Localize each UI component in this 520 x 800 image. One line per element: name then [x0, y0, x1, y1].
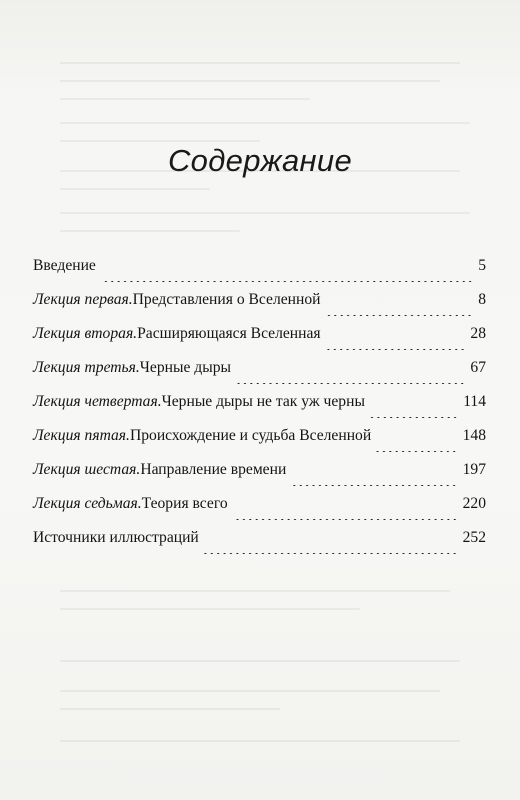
toc-entry-title: Направление времени: [140, 461, 287, 478]
bleed-through-line: [60, 80, 440, 82]
toc-entry[interactable]: [33, 257, 486, 291]
dot-leader: [236, 383, 465, 384]
dot-leader: [370, 417, 458, 418]
toc-entry-lecture-label: Лекция шестая.: [33, 461, 141, 478]
toc-entry-title: Представления о Вселенной: [132, 291, 321, 308]
toc-entry-title: Теория всего: [141, 495, 228, 512]
toc-entry-page-number: 114: [463, 393, 486, 410]
toc-entry[interactable]: [33, 325, 486, 359]
bleed-through-line: [60, 660, 460, 662]
dot-leader: [233, 519, 458, 520]
bleed-through-line: [60, 608, 360, 610]
dot-leader: [291, 485, 457, 486]
bleed-through-line: [60, 690, 440, 692]
toc-entry-page-number: 148: [462, 427, 486, 444]
dot-leader: [204, 553, 458, 554]
toc-entry-title: Происхождение и судьба Вселенной: [129, 427, 372, 444]
toc-entry[interactable]: [33, 359, 486, 393]
bleed-through-line: [60, 212, 470, 214]
toc-entry-lecture-label: Лекция четвертая.: [33, 393, 162, 410]
toc-entry-page-number: 28: [470, 325, 486, 342]
toc-entry[interactable]: [33, 427, 486, 461]
toc-entry-title: Введение: [33, 257, 96, 274]
toc-entry-title: Расширяющаяся Вселенная: [137, 325, 321, 342]
toc-entry-page-number: 8: [478, 291, 486, 308]
dot-leader: [326, 349, 466, 350]
dot-leader: [101, 281, 473, 282]
toc-entry[interactable]: [33, 495, 486, 529]
toc-entry-lecture-label: Лекция вторая.: [33, 325, 138, 342]
toc-entry-lecture-label: Лекция пятая.: [33, 427, 130, 444]
table-of-contents: [33, 257, 486, 563]
toc-entry-page-number: 252: [462, 529, 486, 546]
toc-entry[interactable]: [33, 393, 486, 427]
bleed-through-line: [60, 740, 460, 742]
toc-entry-lecture-label: Лекция седьмая.: [33, 495, 142, 512]
bleed-through-line: [60, 98, 310, 100]
toc-entry-lecture-label: Лекция первая.: [33, 291, 133, 308]
bleed-through-line: [60, 230, 240, 232]
toc-entry-page-number: 220: [462, 495, 486, 512]
toc-entry-title: Источники иллюстраций: [33, 529, 199, 546]
toc-entry[interactable]: [33, 291, 486, 325]
toc-entry[interactable]: [33, 529, 486, 563]
dot-leader: [325, 315, 473, 316]
toc-entry-page-number: 5: [478, 257, 486, 274]
bleed-through-line: [60, 140, 260, 142]
dot-leader: [376, 451, 457, 452]
toc-entry-lecture-label: Лекция третья.: [33, 359, 140, 376]
bleed-through-line: [60, 62, 460, 64]
toc-entry-page-number: 67: [470, 359, 486, 376]
toc-entry-page-number: 197: [462, 461, 486, 478]
bleed-through-line: [60, 590, 450, 592]
page-title: Содержание: [167, 143, 352, 178]
toc-entry-title: Черные дыры: [139, 359, 231, 376]
bleed-through-line: [60, 188, 210, 190]
toc-entry-title: Черные дыры не так уж черны: [161, 393, 365, 410]
bleed-through-line: [60, 122, 470, 124]
toc-entry[interactable]: [33, 461, 486, 495]
bleed-through-line: [60, 708, 280, 710]
